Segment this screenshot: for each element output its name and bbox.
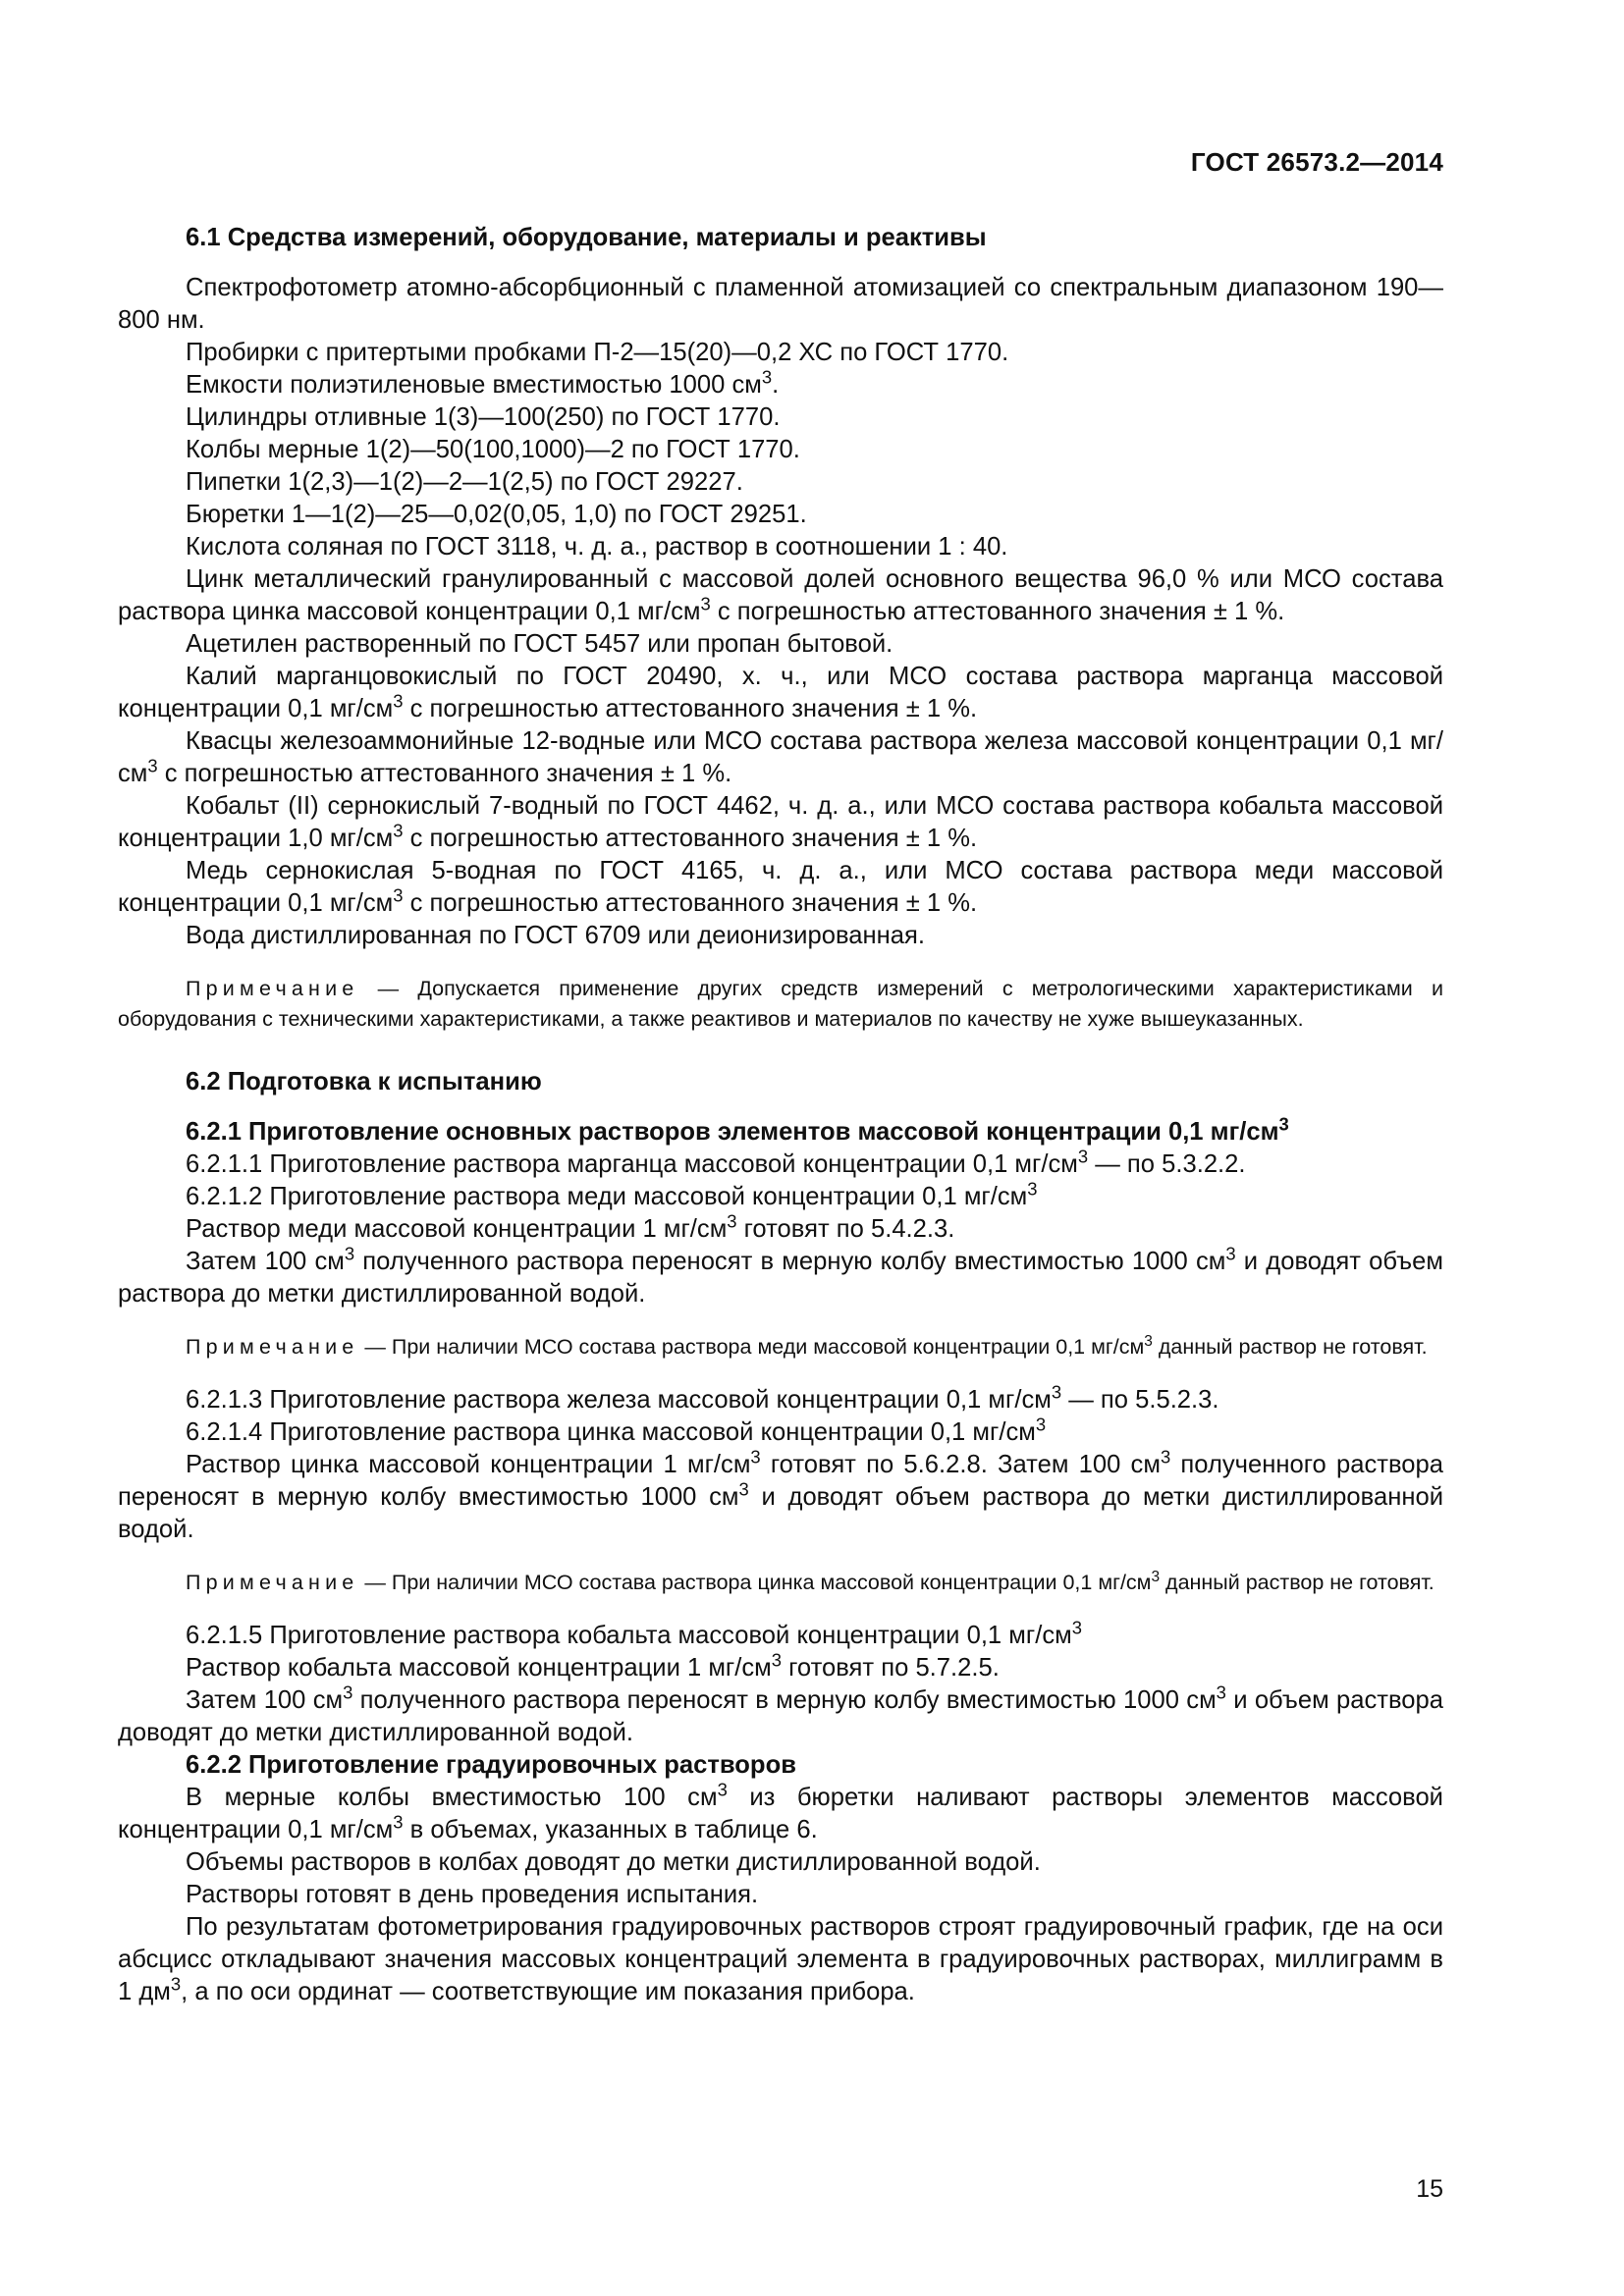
paragraph: Пипетки 1(2,3)—1(2)—2—1(2,5) по ГОСТ 29227. (186, 468, 743, 496)
paragraph: 6.2.1.3 Приготовление раствора железа массовой концентрации 0,1 $мг/см^3$ — по 5.5.2.3. (186, 1381, 1219, 1414)
paragraph: Емкости полиэтиленовые вместимостью 1000 $см^3$. (186, 366, 780, 399)
note-label: Примечание (186, 1335, 359, 1359)
paragraph: Раствор меди массовой концентрации 1 $мг/см^3$ готовят по 5.4.2.3. (186, 1210, 955, 1243)
paragraph: Ацетилен растворенный по ГОСТ 5457 или пропан бытовой. (186, 630, 893, 658)
paragraph: Бюретки 1—1(2)—25—0,02(0,05, 1,0) по ГОСТ 29251. (186, 501, 807, 528)
note-label: Примечание (186, 1571, 359, 1594)
paragraph: Объемы растворов в колбах доводят до метки дистиллированной водой. (186, 1848, 1041, 1876)
paragraph: В мерные колбы вместимостью 100 $см^3$ из бюретки наливают растворы элементов массовой концентрации 0,1 $мг/см^3$ в объемах, указанных в таблице 6. (118, 1779, 1443, 1843)
paragraph: 6.2.1.1 Приготовление раствора марганца массовой концентрации 0,1 $мг/см^3$ — по 5.3.2.2. (186, 1146, 1246, 1178)
paragraph: Калий марганцовокислый по ГОСТ 20490, х. ч., или МСО состава раствора марганца массовой концентрации 0,1 $мг/см^3$ с погрешностью аттестованного значения ± 1 %. (118, 663, 1443, 722)
paragraph: Кобальт (II) сернокислый 7-водный по ГОСТ 4462, ч. д. а., или МСО состава раствора кобальта массовой концентрации 1,0 $мг/см^3$ с погрешностью аттестованного значения ± 1 %. (118, 792, 1443, 852)
paragraph: 6.2.1.2 Приготовление раствора меди массовой концентрации 0,1 $мг/см^3$ (186, 1178, 1038, 1210)
page-body (118, 222, 1443, 2008)
subsection-heading-6-2-1: 6.2.1 Приготовление основных растворов элементов массовой концентрации 0,1 $мг/см^3$ (186, 1113, 1289, 1146)
section-heading-6-1: 6.1 Средства измерений, оборудование, материалы и реактивы (186, 224, 987, 251)
paragraph: Спектрофотометр атомно-абсорбционный с пламенной атомизацией со спектральным диапазоном 190—800 нм. (118, 274, 1443, 334)
note: Примечание — При наличии МСО состава раствора цинка массовой концентрации 0,1 $мг/см^3$ данный раствор не готовят. (186, 1568, 1435, 1594)
paragraph: Затем 100 $см^3$ полученного раствора переносят в мерную колбу вместимостью 1000 $см^3$ и объем раствора доводят до метки дистиллированной водой. (118, 1682, 1443, 1746)
paragraph: Кислота соляная по ГОСТ 3118, ч. д. а., раствор в соотношении 1 : 40. (186, 533, 1008, 561)
paragraph: Раствор кобальта массовой концентрации 1 $мг/см^3$ готовят по 5.7.2.5. (186, 1649, 1000, 1682)
paragraph: Пробирки с притертыми пробками П-2—15(20)—0,2 ХС по ГОСТ 1770. (186, 339, 1009, 366)
paragraph: Квасцы железоаммонийные 12-водные или МСО состава раствора железа массовой концентрации 0,1 $мг/см^3$ с погрешностью аттестованного значения ± 1 %. (118, 727, 1443, 787)
paragraph: Вода дистиллированная по ГОСТ 6709 или деионизированная. (186, 922, 925, 949)
paragraph: 6.2.1.5 Приготовление раствора кобальта массовой концентрации 0,1 $мг/см^3$ (186, 1617, 1082, 1649)
paragraph: Цинк металлический гранулированный с массовой долей основного вещества 96,0 % или МСО состава раствора цинка массовой концентрации 0,1 $мг/см^3$ с погрешностью аттестованного значения ± 1 %. (118, 565, 1443, 625)
subsection-heading-6-2-2: 6.2.2 Приготовление градуировочных растворов (186, 1751, 796, 1779)
note: Примечание — При наличии МСО состава раствора меди массовой концентрации 0,1 $мг/см^3$ данный раствор не готовят. (186, 1332, 1428, 1359)
paragraph: Колбы мерные 1(2)—50(100,1000)—2 по ГОСТ 1770. (186, 436, 800, 463)
paragraph: Медь сернокислая 5-водная по ГОСТ 4165, ч. д. а., или МСО состава раствора меди массовой концентрации 0,1 $мг/см^3$ с погрешностью аттестованного значения ± 1 %. (118, 857, 1443, 917)
page-number: 15 (1416, 2175, 1443, 2203)
document-code: ГОСТ 26573.2—2014 (1190, 147, 1443, 177)
note-label: Примечание (186, 977, 359, 1000)
paragraph: Затем 100 $см^3$ полученного раствора переносят в мерную колбу вместимостью 1000 $см^3$ и доводят объем раствора до метки дистиллированной водой. (118, 1243, 1443, 1308)
section-heading-6-2: 6.2 Подготовка к испытанию (186, 1068, 542, 1095)
paragraph: Цилиндры отливные 1(3)—100(250) по ГОСТ 1770. (186, 403, 781, 431)
note: Примечание — Допускается применение других средств измерений с метрологическими характеристиками и оборудования с техническими характеристиками, а также реактивов и материалов по качеству не хуже вышеуказанных. (118, 977, 1443, 1031)
paragraph: Растворы готовят в день проведения испытания. (186, 1881, 759, 1908)
paragraph: 6.2.1.4 Приготовление раствора цинка массовой концентрации 0,1 $мг/см^3$ (186, 1414, 1047, 1446)
paragraph: Раствор цинка массовой концентрации 1 $мг/см^3$ готовят по 5.6.2.8. Затем 100 $см^3$ полученного раствора переносят в мерную колбу вместимостью 1000 $см^3$ и доводят объем раствора до метки дистиллированной водой. (118, 1446, 1443, 1543)
paragraph: По результатам фотометрирования градуировочных растворов строят градуировочный график, где на оси абсцисс откладывают значения массовых концентраций элемента в градуировочных растворах, миллиграмм в 1 $дм^3$, а по оси ординат — соответствующие им показания прибора. (118, 1913, 1443, 2005)
